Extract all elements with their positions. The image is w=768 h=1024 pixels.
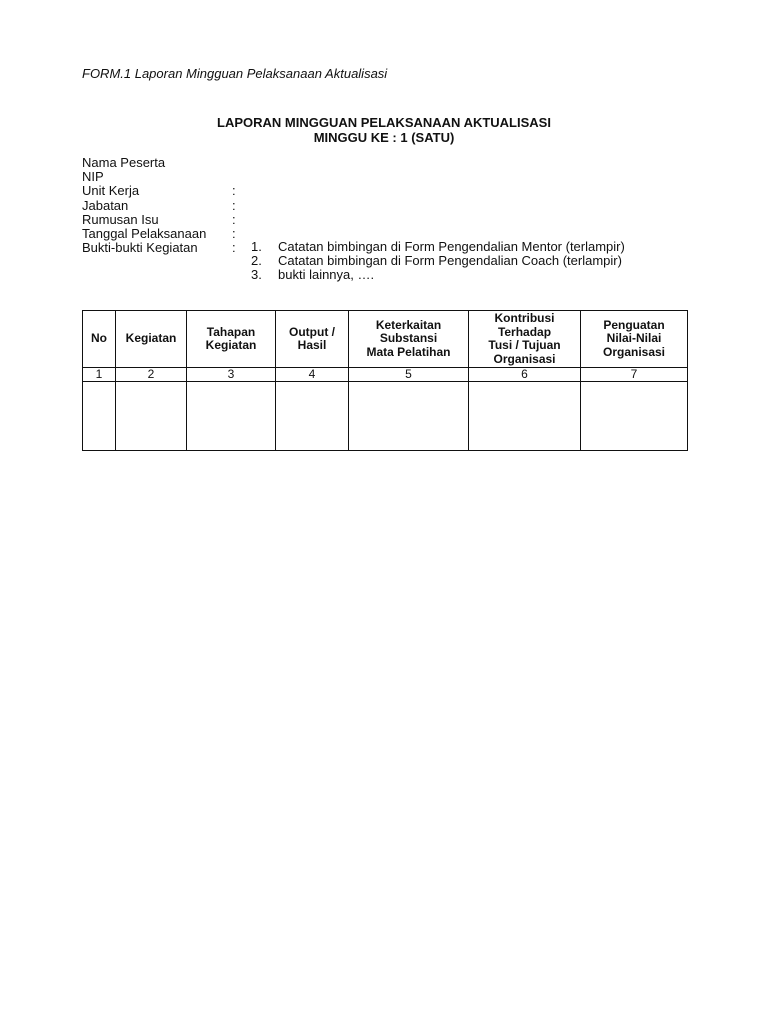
table-cell bbox=[187, 382, 276, 451]
title-block bbox=[0, 115, 768, 145]
header-line: Nilai-Nilai bbox=[606, 331, 662, 346]
info-label: Unit Kerja bbox=[82, 183, 140, 199]
table-cell bbox=[116, 382, 187, 451]
list-item-number: 1. bbox=[251, 239, 262, 254]
header-line: Tusi / Tujuan bbox=[488, 338, 561, 352]
table-header-row bbox=[83, 311, 688, 368]
table-number-row bbox=[83, 368, 688, 382]
list-item-number: 2. bbox=[251, 253, 262, 269]
table-cell bbox=[276, 382, 349, 451]
info-label: NIP bbox=[82, 169, 104, 185]
info-row-unit-kerja bbox=[82, 184, 251, 198]
list-item bbox=[251, 268, 625, 282]
evidence-list bbox=[251, 240, 625, 283]
info-row-jabatan bbox=[82, 199, 251, 213]
info-label: Nama Peserta bbox=[82, 155, 166, 170]
report-title: LAPORAN MINGGUAN PELAKSANAAN AKTUALISASI bbox=[217, 115, 551, 130]
list-item-number: 3. bbox=[251, 267, 262, 283]
info-row-nama bbox=[82, 156, 251, 170]
header-line: Hasil bbox=[297, 338, 327, 352]
header-line: Organisasi bbox=[602, 344, 666, 359]
column-number: 1 bbox=[83, 368, 116, 382]
report-subtitle: MINGGU KE : 1 (SATU) bbox=[313, 130, 455, 145]
list-item bbox=[251, 254, 625, 268]
info-row-rumusan-isu bbox=[82, 213, 251, 227]
info-colon bbox=[232, 156, 251, 170]
info-colon: : bbox=[232, 240, 236, 256]
header-line: Kontribusi bbox=[494, 311, 555, 325]
report-table bbox=[82, 310, 688, 451]
column-number: 4 bbox=[276, 368, 349, 382]
header-line: Output / bbox=[289, 324, 335, 339]
header-keterkaitan-substansi bbox=[349, 311, 469, 368]
form-label: FORM.1 Laporan Mingguan Pelaksanaan Aktualisasi bbox=[82, 66, 388, 81]
column-number: 7 bbox=[581, 368, 688, 382]
header-line: Penguatan bbox=[603, 317, 665, 332]
column-number: 6 bbox=[469, 368, 581, 382]
header-line: Organisasi bbox=[493, 351, 556, 366]
info-row-bukti bbox=[82, 241, 251, 255]
header-kontribusi bbox=[469, 311, 581, 368]
info-colon: : bbox=[232, 211, 236, 227]
header-line: Kegiatan bbox=[205, 338, 257, 352]
info-colon bbox=[232, 170, 251, 184]
header-line: Tahapan bbox=[206, 324, 256, 339]
header-output-hasil bbox=[276, 311, 349, 368]
table-cell bbox=[83, 382, 116, 451]
info-row-tanggal bbox=[82, 227, 251, 241]
header-line: Substansi bbox=[379, 331, 438, 346]
header-line: Kegiatan bbox=[125, 331, 177, 346]
column-number: 2 bbox=[116, 368, 187, 382]
list-item bbox=[251, 240, 625, 254]
table-cell bbox=[469, 382, 581, 451]
participant-info bbox=[82, 156, 251, 255]
info-label: Tanggal Pelaksanaan bbox=[82, 225, 207, 241]
header-line: Keterkaitan bbox=[375, 317, 442, 332]
table-row bbox=[83, 382, 688, 451]
info-label: Jabatan bbox=[82, 197, 129, 213]
info-colon: : bbox=[232, 197, 236, 213]
info-label: Rumusan Isu bbox=[82, 211, 159, 227]
header-line: Mata Pelatihan bbox=[366, 344, 451, 359]
list-item-text: bukti lainnya, …. bbox=[278, 267, 375, 283]
column-number: 3 bbox=[187, 368, 276, 382]
info-colon: : bbox=[232, 183, 236, 199]
info-colon: : bbox=[232, 225, 236, 241]
table-cell bbox=[349, 382, 469, 451]
info-label: Bukti-bukti Kegiatan bbox=[82, 240, 198, 256]
table-cell bbox=[581, 382, 688, 451]
header-line: Terhadap bbox=[497, 324, 552, 339]
header-no bbox=[83, 311, 116, 368]
list-item-text: Catatan bimbingan di Form Pengendalian Coach (terlampir) bbox=[278, 253, 622, 269]
header-tahapan-kegiatan bbox=[187, 311, 276, 368]
header-penguatan-nilai bbox=[581, 311, 688, 368]
header-kegiatan bbox=[116, 311, 187, 368]
header-line: No bbox=[91, 331, 107, 346]
info-row-nip bbox=[82, 170, 251, 184]
column-number: 5 bbox=[349, 368, 469, 382]
list-item-text: Catatan bimbingan di Form Pengendalian Mentor (terlampir) bbox=[278, 239, 625, 254]
